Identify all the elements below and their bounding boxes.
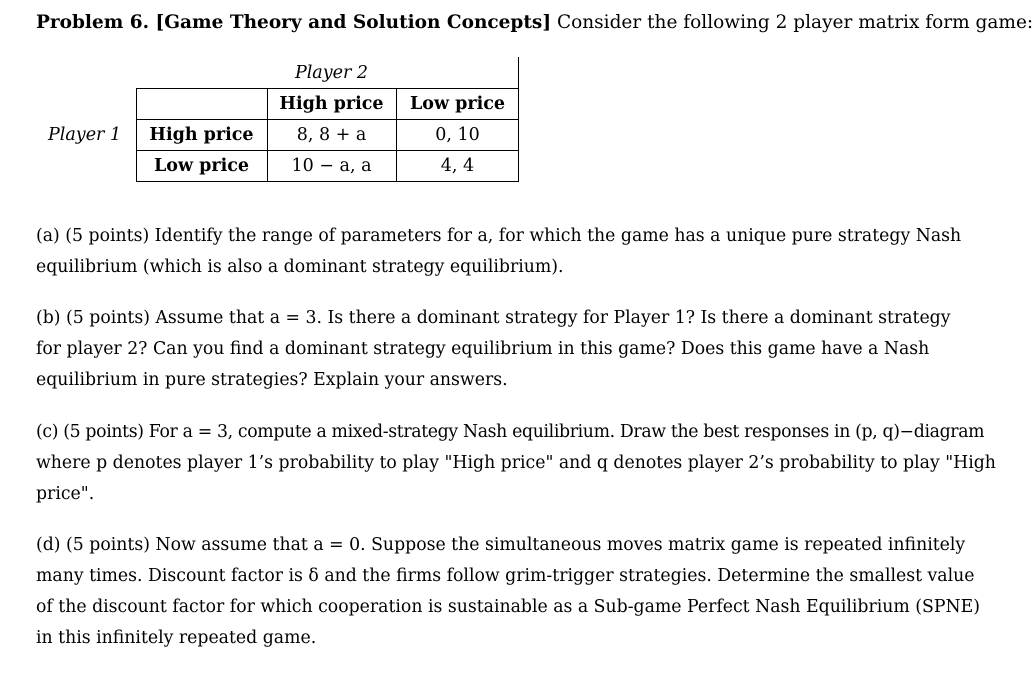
payoff-cell-low-high: 10 − a, a [291,155,372,176]
col-header-high-price: High price [279,93,384,114]
problem-heading [36,10,1033,36]
table-left-border [136,88,137,182]
part-a-line: equilibrium (which is also a dominant strategy equilibrium). [36,257,564,277]
part-c-line: where p denotes player 1’s probability to play "High price" and q denotes player 2’s probability to play "High [36,453,996,473]
table-col1-divider [267,88,268,182]
part-b-line: (b) (5 points) Assume that a = 3. Is there a dominant strategy for Player 1? Is there a dominant strategy [36,308,951,328]
part-c-line: (c) (5 points) For a = 3, compute a mixed-strategy Nash equilibrium. Draw the best responses in (p, q)−diagram [36,422,985,442]
part-b-line: equilibrium in pure strategies? Explain your answers. [36,370,508,390]
part-b-line: for player 2? Can you find a dominant strategy equilibrium in this game? Does this game have a Nash [36,339,930,359]
table-header-top-line [136,88,519,89]
problem-title: Problem 6. [Game Theory and Solution Concepts] [36,12,552,33]
payoff-matrix [136,57,519,182]
part-b [36,303,996,396]
payoff-cell-low-low: 4, 4 [440,155,475,176]
part-c [36,417,1016,510]
part-a-line: (a) (5 points) Identify the range of parameters for a, for which the game has a unique pure strategy Nash [36,226,962,246]
table-bottom-line [136,181,519,182]
part-a [36,221,996,283]
problem-intro: Consider the following 2 player matrix form game: [551,12,1033,33]
part-d [36,530,996,654]
payoff-cell-high-high: 8, 8 + a [296,124,367,145]
table-col2-divider [396,88,397,182]
part-d-line: many times. Discount factor is δ and the firms follow grim-trigger strategies. Determine the smallest value [36,566,975,586]
part-c-line: price". [36,484,95,504]
payoff-cell-high-low: 0, 10 [435,124,480,145]
row-header-low-price: Low price [153,155,250,176]
col-header-low-price: Low price [409,93,506,114]
row-header-high-price: High price [149,124,254,145]
player1-label: Player 1 [48,125,122,145]
player2-label: Player 2 [294,62,369,83]
part-d-line: in this infinitely repeated game. [36,628,317,648]
table-row1-top-line [136,119,519,120]
part-d-line: (d) (5 points) Now assume that a = 0. Suppose the simultaneous moves matrix game is repeated infinitely [36,535,966,555]
table-row2-top-line [136,150,519,151]
part-d-line: of the discount factor for which cooperation is sustainable as a Sub-game Perfect Nash Equilibrium (SPNE) [36,597,980,617]
